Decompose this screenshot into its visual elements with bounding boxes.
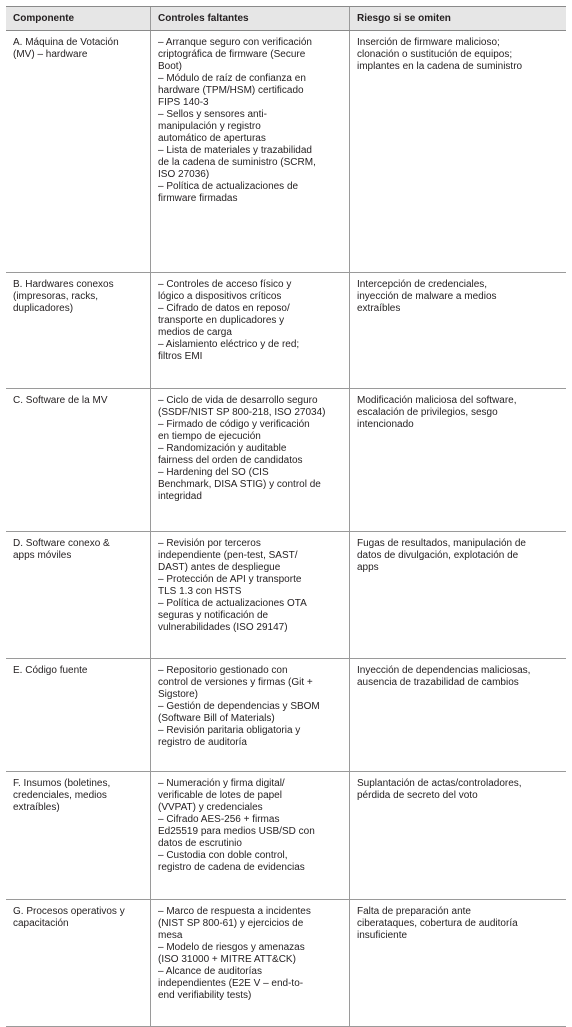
cell-controls: – Ciclo de vida de desarrollo seguro (SSDF/NIST SP 800-218, ISO 27034) – Firmado de código y verificación en tiempo de ejecución – Randomización y auditable fairness del orden de candidatos – Hardening del SO (CIS Benchmark, DISA STIG) y control de integridad [151,389,350,531]
cell-risk: Suplantación de actas/controladores, pérdida de secreto del voto [357,778,522,801]
table-row [6,273,566,389]
cell-risk: Fugas de resultados, manipulación de datos de divulgación, explotación de apps [357,538,526,573]
cell-component: G. Procesos operativos y capacitación [6,900,151,1026]
cell-component: F. Insumos (boletines, credenciales, medios extraíbles) [6,772,151,899]
header-risk: Riesgo si se omiten [357,13,451,24]
table-header-row [6,7,566,31]
cell-risk: Modificación maliciosa del software, escalación de privilegios, sesgo intencionado [357,395,517,430]
cell-controls: – Arranque seguro con verificación criptográfica de firmware (Secure Boot) – Módulo de raíz de confianza en hardware (TPM/HSM) certificado FIPS 140-3 – Sellos y sensores anti- manipulación y registro automático de aperturas – Lista de materiales y trazabilidad de la cadena de suministro (SCRM, ISO 27036) – Política de actualizaciones de firmware firmadas [151,31,350,272]
cell-risk: Inyección de dependencias maliciosas, ausencia de trazabilidad de cambios [357,665,531,688]
cell-component: C. Software de la MV [6,389,151,531]
cell-controls: – Repositorio gestionado con control de versiones y firmas (Git + Sigstore) – Gestión de dependencias y SBOM (Software Bill of Materials) – Revisión paritaria obligatoria y registro de auditoría [151,659,350,771]
cell-risk: Inserción de firmware malicioso; clonación o sustitución de equipos; implantes en la cadena de suministro [357,37,523,72]
table-row [6,389,566,532]
table-row [6,659,566,772]
table-row [6,772,566,900]
table-row [6,31,566,273]
cell-risk: Intercepción de credenciales, inyección de malware a medios extraíbles [357,279,497,314]
cell-controls: – Marco de respuesta a incidentes (NIST SP 800-61) y ejercicios de mesa – Modelo de riesgos y amenazas (ISO 31000 + MITRE ATT&CK) – Alcance de auditorías independientes (E2E V – end-to- end verifiability tests) [151,900,350,1026]
table-row [6,900,566,1027]
cell-component: E. Código fuente [6,659,151,771]
cell-component: D. Software conexo & apps móviles [6,532,151,658]
cell-controls: – Numeración y firma digital/ verificable de lotes de papel (VVPAT) y credenciales – Cifrado AES-256 + firmas Ed25519 para medios USB/SD con datos de escrutinio – Custodia con doble control, registro de cadena de evidencias [151,772,350,899]
cell-controls: – Controles de acceso físico y lógico a dispositivos críticos – Cifrado de datos en reposo/ transporte en duplicadores y medios de carga – Aislamiento eléctrico y de red; filtros EMI [151,273,350,388]
header-controls: Controles faltantes [151,7,350,30]
cell-controls: – Revisión por terceros independiente (pen-test, SAST/ DAST) antes de despliegue – Protección de API y transporte TLS 1.3 con HSTS – Política de actualizaciones OTA seguras y notificación de vulnerabilidades (ISO 29147) [151,532,350,658]
controls-table [6,6,566,1027]
cell-component: A. Máquina de Votación (MV) – hardware [6,31,151,272]
cell-risk: Falta de preparación ante ciberataques, cobertura de auditoría insuficiente [357,906,518,941]
header-component: Componente [6,7,151,30]
cell-component: B. Hardwares conexos (impresoras, racks, duplicadores) [6,273,151,388]
table-row [6,532,566,659]
